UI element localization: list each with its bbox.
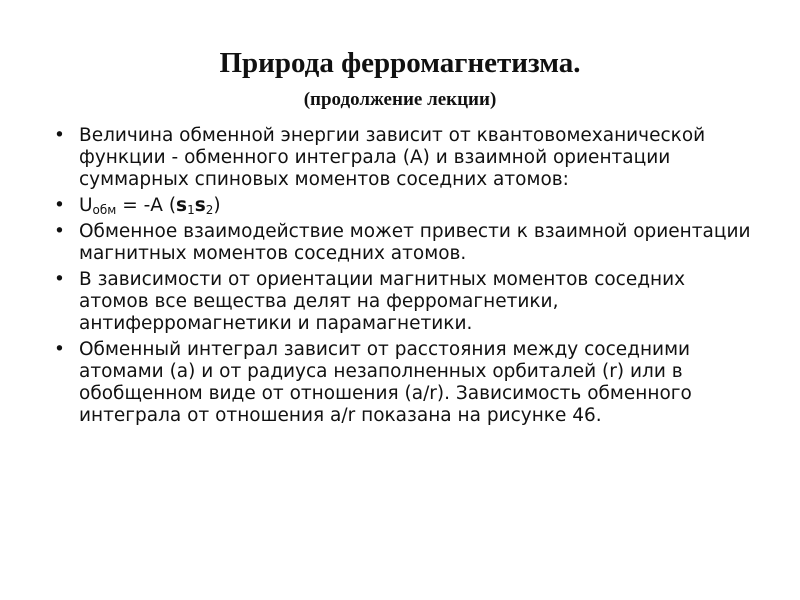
exchange-energy-formula bbox=[79, 195, 221, 216]
bullet-list bbox=[52, 125, 752, 431]
formula-u: U bbox=[79, 195, 93, 216]
bullet-marker: • bbox=[54, 195, 65, 216]
formula-close: ) bbox=[213, 195, 221, 216]
bullet-text: Величина обменной энергии зависит от квантовомеханической функции - обменного интеграла (А) и взаимной ориентации суммарных спиновых моментов соседних атомов: bbox=[79, 125, 706, 190]
bullet-text: В зависимости от ориентации магнитных моментов соседних атомов все вещества делят на ферромагнетики, антиферромагнетики и парамагнетики. bbox=[79, 269, 686, 334]
formula-s2: s bbox=[194, 195, 206, 216]
bullet-marker: • bbox=[54, 125, 65, 146]
formula-s1-subscript: 1 bbox=[187, 203, 195, 217]
bullet-item bbox=[52, 221, 752, 265]
bullet-marker: • bbox=[54, 221, 65, 242]
bullet-item bbox=[52, 125, 752, 191]
bullet-item bbox=[52, 339, 752, 427]
bullet-item-formula bbox=[52, 195, 752, 217]
slide-subtitle: (продолжение лекции) bbox=[303, 89, 497, 110]
formula-s2-subscript: 2 bbox=[205, 203, 214, 217]
formula-equals: = -A ( bbox=[116, 195, 177, 216]
bullet-marker: • bbox=[54, 269, 65, 290]
formula-s1: s bbox=[176, 195, 188, 216]
bullet-text: Обменный интеграл зависит от расстояния между соседними атомами (а) и от радиуса незаполненных орбиталей (r) или в обобщенном виде от отношения (а/r). Зависимость обменного интеграла от отношения а/r показана на рисунке 46. bbox=[79, 339, 692, 426]
formula-u-subscript: обм bbox=[92, 203, 117, 217]
bullet-text: Обменное взаимодействие может привести к взаимной ориентации магнитных моментов соседних атомов. bbox=[79, 221, 751, 264]
bullet-item bbox=[52, 269, 752, 335]
slide-title: Природа ферромагнетизма. bbox=[219, 47, 581, 79]
bullet-marker: • bbox=[54, 339, 65, 360]
